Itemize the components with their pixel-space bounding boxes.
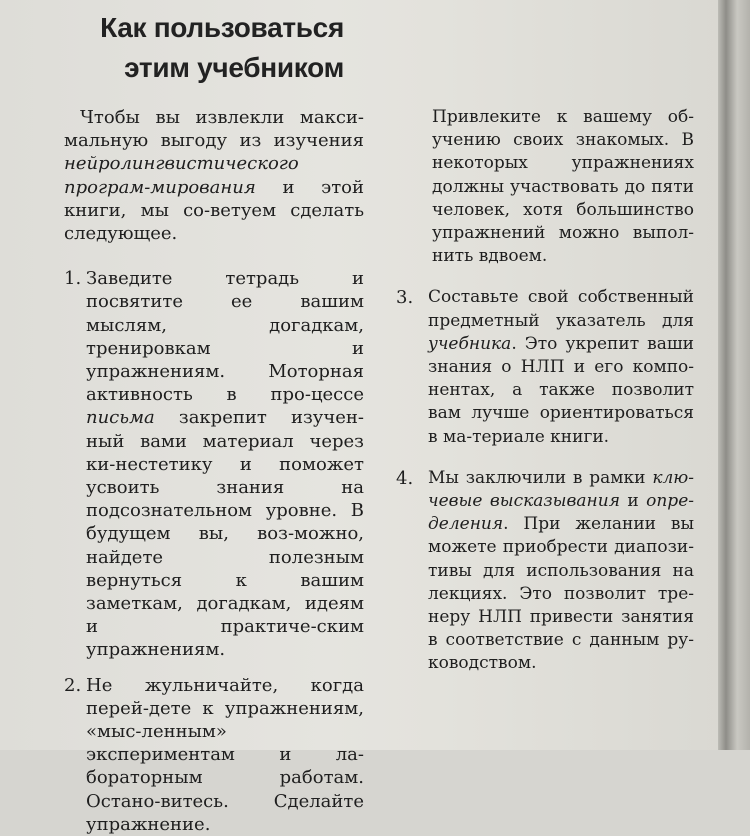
list-item-4 <box>396 467 694 676</box>
list-number-3: 3. <box>396 287 414 309</box>
list-item-2 <box>64 674 364 836</box>
item1-italic: письма <box>86 407 155 429</box>
intro-paragraph <box>64 106 364 245</box>
list-number-4: 4. <box>396 467 414 489</box>
list-item-1-text <box>86 267 364 661</box>
list-number-2: 2. <box>64 674 82 696</box>
list-item-3-text <box>428 286 694 448</box>
title-line-1: Как пользоваться <box>100 12 344 43</box>
list-item-3 <box>396 286 694 448</box>
item4-text-3: . При желании вы можете приобрести диапози-тивы для использования на лекциях. Это позволит тре-неру НЛП привести занятия в соответствие с данным ру-ководством. <box>428 514 694 674</box>
right-column <box>396 106 694 676</box>
page-edge-shadow <box>718 0 750 750</box>
item4-text-2: и <box>619 491 647 512</box>
item4-text-1: Мы заключили в рамки <box>428 467 653 488</box>
item4-italic-2: опре-деления <box>428 491 694 535</box>
item4-italic-1: клю-чевые высказывания <box>428 467 694 512</box>
left-column <box>64 106 364 836</box>
item3-italic: учебника <box>428 333 512 354</box>
list-item-2-text: Не жульничайте, когда перей-дете к упражнениям, «мыс-ленным» экспериментам и ла-бораторным работам. Остано-витесь. Сделайте упражнение. <box>86 674 364 835</box>
page-title <box>100 8 344 88</box>
item1-text-2: закрепит изучен-ный вами материал через ки-нестетику и поможет усвоить знания на подсознательном уровне. В будущем вы, воз-можно, найдете полезным вернуться к вашим заметкам, догадкам, идеям и практиче-ским упражнениям. <box>86 407 364 661</box>
title-line-2: этим учебником <box>124 52 344 83</box>
intro-italic-term: нейролингвистического програм-мирования <box>64 153 299 198</box>
item2-continuation: Привлеките к вашему об-учению своих знакомых. В некоторых упражнениях должны участвовать до пяти человек, хотя большинство упражнений можно выпол-нить вдвоем. <box>432 107 694 267</box>
list-item-4-text <box>428 467 694 676</box>
list-item-1 <box>64 267 364 661</box>
intro-text-1: Чтобы вы извлекли макси-мальную выгоду из изучения <box>64 107 364 152</box>
intro-text-2: и этой книги, мы со-ветуем сделать следующее. <box>64 176 364 245</box>
list-number-1: 1. <box>64 268 82 290</box>
item3-text-2: . Это укрепит ваши знания о НЛП и его компо-нентах, а также позволит вам лучше ориентироваться в ма-териале книги. <box>428 333 694 447</box>
item1-text-1: Заведите тетрадь и посвятите ее вашим мыслям, догадкам, тренировкам и упражнениям. Моторная активность в про-цессе <box>86 268 364 406</box>
item3-text-1: Составьте свой собственный предметный указатель для <box>428 287 694 331</box>
